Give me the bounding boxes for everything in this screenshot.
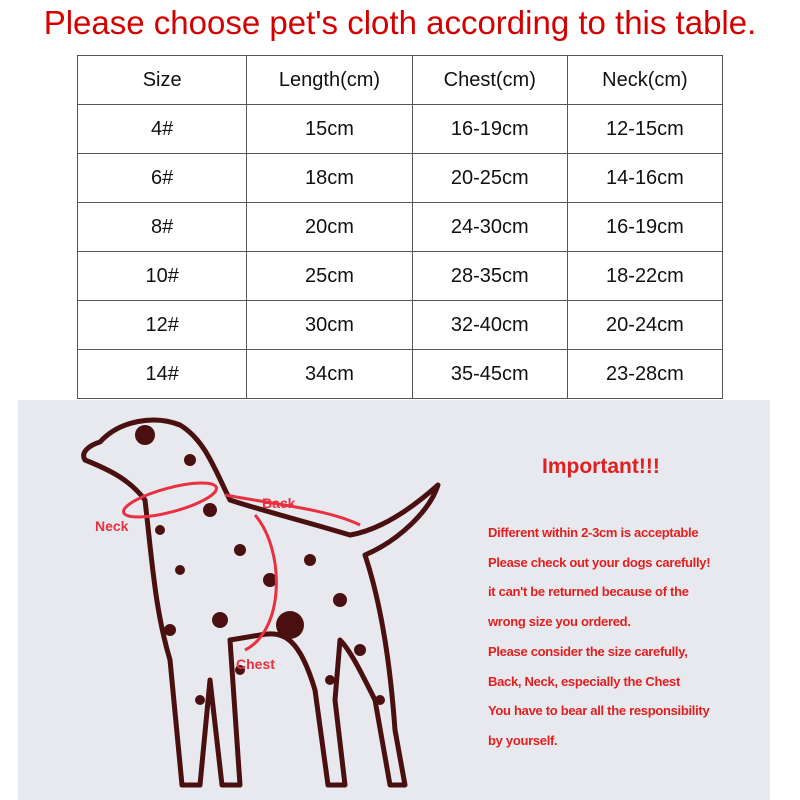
table-row	[78, 301, 723, 350]
cell-chest: 24-30cm	[412, 203, 567, 252]
back-label: Back	[262, 495, 296, 511]
cell-neck: 20-24cm	[567, 301, 722, 350]
important-heading: Important!!!	[542, 455, 660, 478]
dalmatian-illustration	[60, 400, 460, 800]
cell-length: 18cm	[247, 154, 412, 203]
table-row	[78, 350, 723, 399]
cell-chest: 16-19cm	[412, 105, 567, 154]
notice-line: Please check out your dogs carefully!	[488, 554, 711, 570]
cell-neck: 16-19cm	[567, 203, 722, 252]
cell-neck: 14-16cm	[567, 154, 722, 203]
cell-chest: 32-40cm	[412, 301, 567, 350]
notice-line: You have to bear all the responsibility	[488, 703, 710, 719]
table-row	[78, 105, 723, 154]
notice-line: by yourself.	[488, 732, 558, 748]
header-size: Size	[78, 56, 247, 105]
cell-chest: 35-45cm	[412, 350, 567, 399]
neck-label: Neck	[95, 518, 129, 534]
chest-label: Chest	[236, 656, 275, 672]
cell-size: 6#	[78, 154, 247, 203]
header-chest: Chest(cm)	[412, 56, 567, 105]
header-neck: Neck(cm)	[567, 56, 722, 105]
cell-neck: 12-15cm	[567, 105, 722, 154]
table-row	[78, 154, 723, 203]
cell-size: 4#	[78, 105, 247, 154]
cell-size: 12#	[78, 301, 247, 350]
cell-length: 25cm	[247, 252, 412, 301]
cell-neck: 18-22cm	[567, 252, 722, 301]
table-row	[78, 252, 723, 301]
notice-line: Back, Neck, especially the Chest	[488, 673, 681, 689]
cell-chest: 20-25cm	[412, 154, 567, 203]
notice-text	[488, 518, 710, 756]
size-table	[77, 55, 723, 399]
page-title: Please choose pet's cloth according to this table.	[43, 4, 757, 41]
notice-line: Please consider the size carefully,	[488, 643, 688, 659]
cell-length: 30cm	[247, 301, 412, 350]
notice-line: wrong size you ordered.	[488, 614, 631, 630]
cell-size: 8#	[78, 203, 247, 252]
cell-size: 14#	[78, 350, 247, 399]
cell-length: 34cm	[247, 350, 412, 399]
table-row	[78, 203, 723, 252]
cell-length: 20cm	[247, 203, 412, 252]
table-header-row	[78, 56, 723, 105]
cell-neck: 23-28cm	[567, 350, 722, 399]
cell-length: 15cm	[247, 105, 412, 154]
notice-line: Different within 2-3cm is acceptable	[488, 525, 699, 540]
cell-size: 10#	[78, 252, 247, 301]
cell-chest: 28-35cm	[412, 252, 567, 301]
notice-line: it can't be returned because of the	[488, 584, 689, 600]
header-length: Length(cm)	[247, 56, 412, 105]
